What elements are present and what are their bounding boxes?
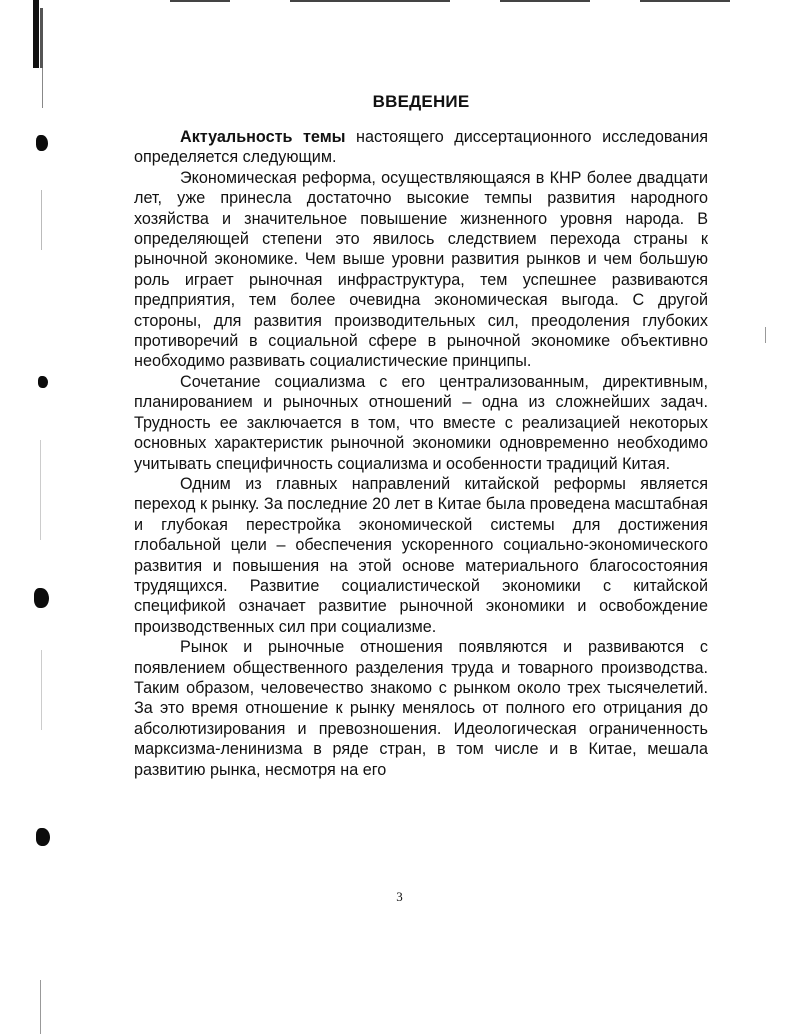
intro-paragraph (134, 127, 708, 168)
binding-shadow (30, 0, 52, 1034)
document-page (134, 92, 708, 780)
margin-mark (765, 327, 766, 343)
scan-top-edge (170, 0, 730, 3)
paragraph: Сочетание социализма с его централизованным, директивным, планированием и рыночных отношений – одна из сложнейших задач. Трудность ее заключается в том, что вместе с реализацией некоторых основных характеристик рыночной экономики одновременно необходимо учитывать специфичность социализма и особенности традиций Китая. (134, 372, 708, 473)
intro-text: настоящего диссертационного исследования определяется следующим. (134, 128, 709, 167)
page-number: 3 (396, 889, 403, 904)
document-title: ВВЕДЕНИЕ (372, 92, 470, 111)
paragraph: Одним из главных направлений китайской реформы является переход к рынку. За последние 20 лет в Китае была проведена масштабная и глубокая перестройка экономической системы для достижения глобальной цели – обеспечения ускоренного социально-экономического развития и повышения на этой основе материального благосостояния трудящихся. Развитие социалистической экономики с китайской спецификой означает развитие рыночной экономики и освобождение производственных сил при социализме. (134, 474, 708, 636)
paragraph: Рынок и рыночные отношения появляются и развиваются с появлением общественного разделения труда и товарного производства. Таким образом, человечество знакомо с рынком около трех тысячелетий. За это время отношение к рынку менялось от полного его отрицания до абсолютизирования и превозношения. Идеологическая ограниченность марксизма-ленинизма в ряде стран, в том числе и в Китае, мешала развитию рынка, несмотря на его (134, 638, 708, 779)
paragraph: Экономическая реформа, осуществляющаяся в КНР более двадцати лет, уже принесла достаточно высокие темпы развития народного хозяйства и значительное повышение жизненного уровня народа. В определяющей степени это явилось следствием перехода страны к рыночной экономике. Чем выше уровни развития рынков и чем большую роль играет рыночная инфраструктура, тем успешнее развиваются предприятия, тем более очевидна экономическая выгода. С другой стороны, для развития производительных сил, преодоления глубоких противоречий в социальной сфере в рыночной экономике объективно необходимо развивать социалистические принципы. (134, 168, 708, 371)
intro-bold-lead: Актуальность темы (180, 128, 346, 146)
